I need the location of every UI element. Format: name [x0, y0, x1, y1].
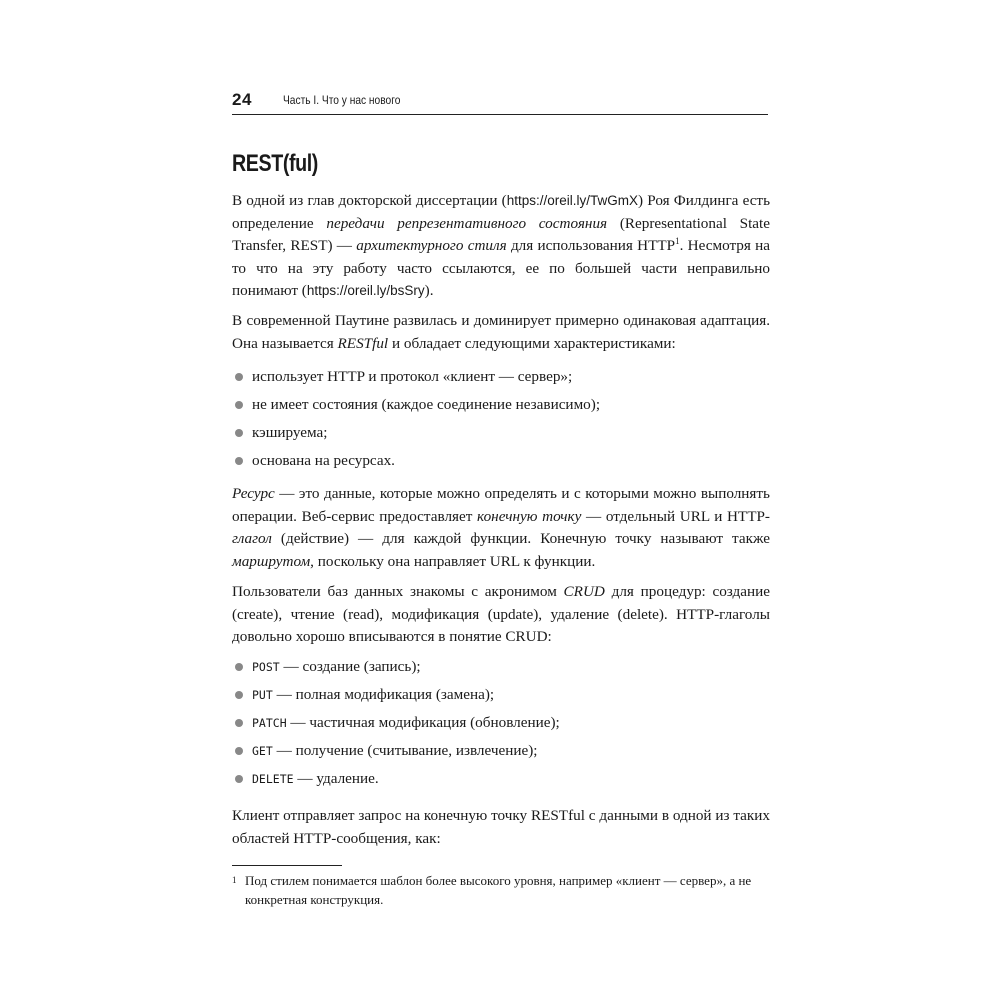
http-verb-code: GET: [252, 744, 273, 758]
text-run: В одной из глав докторской диссертации (: [232, 192, 507, 209]
text-run: — отдельный URL и HTTP-: [581, 507, 770, 525]
emphasis-term: маршрутом: [232, 552, 311, 570]
list-item: [232, 740, 538, 762]
emphasis-term: RESTful: [337, 334, 389, 352]
list-item-text: — получение (считывание, извлечение);: [272, 742, 538, 759]
part-title: Часть I. Что у нас нового: [283, 93, 401, 107]
footnote-divider: [232, 865, 342, 866]
emphasis-term: передачи репрезентативного состояния: [326, 214, 608, 232]
page-number: 24: [232, 90, 252, 109]
text-run: Клиент отправляет запрос на конечную точку RESTful с данными в одной из таких областей HTTP-сообщения, как:: [232, 807, 770, 847]
text-run: для использования HTTP: [506, 237, 676, 254]
bullet-icon: [235, 401, 243, 409]
text-run: (Representational State Transfer, REST) —: [232, 214, 771, 254]
bullet-icon: [235, 775, 243, 783]
footnote: [232, 872, 770, 909]
paragraph-rest-definition: [232, 190, 770, 303]
book-page: [232, 0, 770, 1000]
footnote-text: Под стилем понимается шаблон более высокого уровня, например «клиент — сервер», а не конкретная конструкция.: [245, 873, 752, 907]
list-item-text: — создание (запись);: [279, 658, 421, 675]
list-item: [232, 768, 379, 790]
list-item: [232, 422, 328, 444]
http-verb-code: POST: [252, 660, 280, 674]
bullet-icon: [235, 691, 243, 699]
emphasis-term: глагол: [232, 530, 272, 547]
list-item: [232, 712, 560, 734]
emphasis-term: Ресурс: [232, 485, 275, 502]
emphasis-term: архитектурного стиля: [356, 237, 507, 254]
bullet-icon: [235, 457, 243, 465]
running-header: [232, 90, 768, 115]
text-run: . Несмотря на то что на эту работу часто ссылаются, ее по большей части неправильно понимают (: [232, 237, 771, 299]
text-run: (действие) — для каждой функции. Конечную точку называют также: [271, 530, 770, 547]
list-item-text: — частичная модификация (обновление);: [286, 714, 560, 731]
text-run: — это данные, которые можно определять и с которыми можно выполнять операции. Веб-сервис предоставляет: [232, 485, 770, 525]
text-run: для процедур: создание (create), чтение (read), модификация (update), удаление (delete). HTTP-глаголы довольно хорошо вписываются в понятие CRUD:: [232, 583, 771, 645]
list-item: [232, 684, 494, 706]
emphasis-term: CRUD: [563, 583, 605, 600]
text-run: , поскольку она направляет URL к функции.: [310, 552, 596, 570]
text-run: ).: [424, 282, 434, 299]
bullet-icon: [235, 373, 243, 381]
list-item: [232, 656, 421, 678]
list-item-text: использует HTTP и протокол «клиент — сервер»;: [252, 368, 573, 385]
bullet-icon: [235, 719, 243, 727]
paragraph-restful-intro: [232, 310, 770, 355]
bullet-icon: [235, 663, 243, 671]
list-item-text: — удаление.: [293, 770, 379, 787]
paragraph-client-request: [232, 805, 770, 850]
list-item: [232, 450, 395, 472]
bullet-icon: [235, 429, 243, 437]
list-item: [232, 366, 572, 388]
fielding-dissertation-link[interactable]: https://oreil.ly/TwGmX: [506, 193, 639, 208]
footnote-mark: 1: [232, 875, 237, 885]
text-run: Пользователи баз данных знакомы с акронимом: [232, 583, 564, 600]
text-run: и обладает следующими характеристиками:: [388, 334, 676, 352]
section-heading: REST(ful): [232, 150, 318, 177]
list-item-text: — полная модификация (замена);: [272, 686, 495, 703]
text-run: ) Роя Филдинга есть определение: [232, 192, 770, 232]
text-run: В современной Паутине развилась и доминирует примерно одинаковая адаптация. Она называется: [232, 312, 770, 352]
http-verb-code: PATCH: [252, 716, 287, 730]
list-item-text: не имеет состояния (каждое соединение независимо);: [252, 396, 601, 413]
http-verb-code: PUT: [252, 688, 273, 702]
list-item-text: основана на ресурсах.: [252, 452, 395, 469]
bullet-icon: [235, 747, 243, 755]
list-item-text: кэшируема;: [252, 424, 328, 441]
list-item: [232, 394, 600, 416]
emphasis-term: конечную точку: [477, 507, 582, 525]
paragraph-crud: [232, 581, 770, 649]
footnote-reference[interactable]: 1: [675, 235, 680, 246]
paragraph-resource: [232, 483, 770, 573]
http-verb-code: DELETE: [252, 772, 294, 786]
misunderstood-link[interactable]: https://oreil.ly/bsSry: [306, 283, 425, 298]
